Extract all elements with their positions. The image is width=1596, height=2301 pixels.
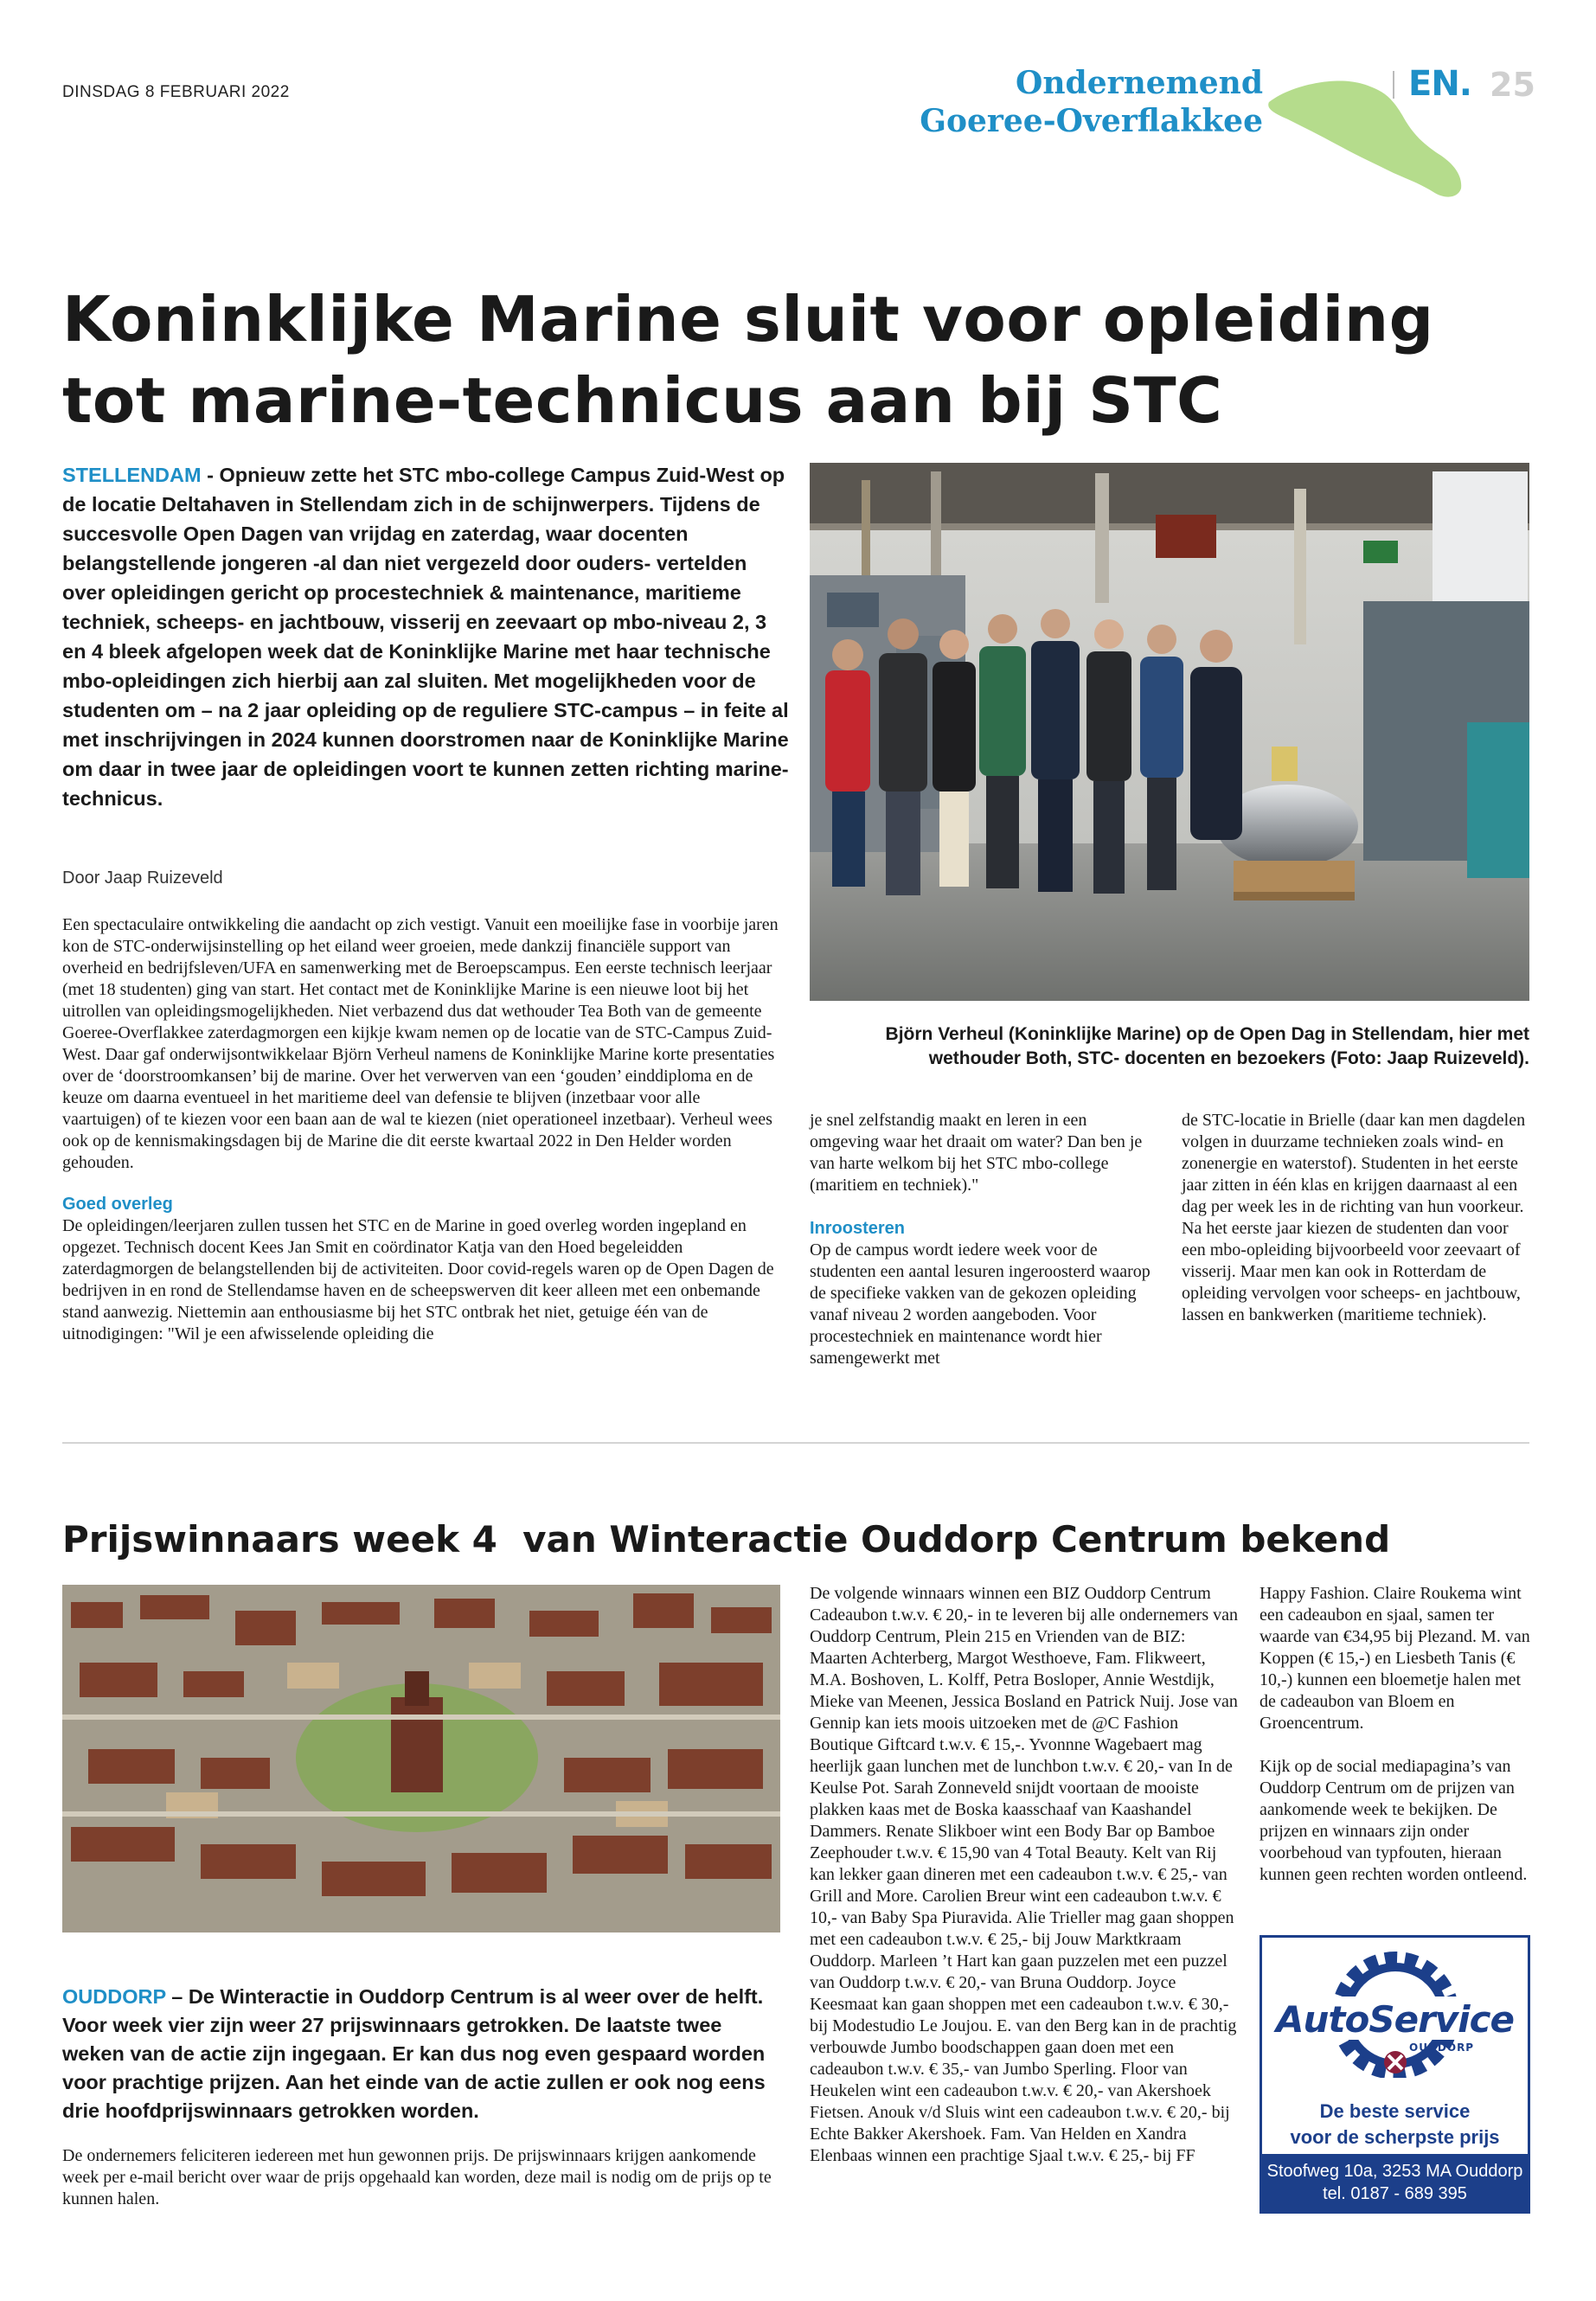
- ad-address-line1: Stoofweg 10a, 3253 MA Ouddorp: [1266, 2162, 1523, 2181]
- header-divider: [1393, 71, 1394, 99]
- article2-dateline: OUDDORP: [62, 1985, 166, 2008]
- newspaper-logo: EN.: [1408, 64, 1471, 104]
- article1-headline: [62, 279, 1533, 441]
- section-title-line1: Ondernemend: [1016, 65, 1263, 101]
- article1-paragraph: je snel zelfstandig maakt en leren in een omgeving waar het draait om water? Dan ben je van harte welkom bij het STC mbo-college (maritiem en techniek).": [810, 1111, 1143, 1195]
- article-separator: [62, 1442, 1529, 1444]
- article1-subhead-goed-overleg: Goed overleg: [62, 1195, 173, 1214]
- article2-paragraph: Kijk op de social mediapagina’s van Ouddorp Centrum om de prijzen van aankomende week te bekijken. De prijzen en winnaars zijn onder voorbehoud van typfouten, hieraan kunnen geen rechten worden ontleend.: [1259, 1757, 1528, 1884]
- article1-column1: [62, 914, 780, 1345]
- article2-paragraph: Happy Fashion. Claire Roukema wint een cadeaubon en sjaal, samen ter waarde van €34,95 bij Plezand. M. van Koppen (€ 15,-) en Liesbeth Tanis (€ 10,-) kunnen een bloemetje halen met de cadeaubon van Bloem en Groencentrum.: [1259, 1584, 1530, 1733]
- ad-slogan-line1: De beste service: [1319, 2100, 1471, 2122]
- caption-line2: wethouder Both, STC- docenten en bezoekers (Foto: Jaap Ruizeveld).: [928, 1048, 1529, 1068]
- article1-paragraph: Op de campus wordt iedere week voor de studenten een aantal lesuren ingeroosterd waarop de specifieke vakken van de gekozen opleiding vanaf niveau 2 worden aangeboden. Voor procestechniek en maintenance wordt hier samengewerkt met: [810, 1240, 1151, 1368]
- article2-aerial-photo: [62, 1585, 780, 1932]
- article1-paragraph: Een spectaculaire ontwikkeling die aandacht op zich vestigt. Vanuit een moeilijke fase in voorbije jaren kon de STC-onderwijsinstelling op het eiland weer groeien, mede dankzij financiële support van overheid en bedrijfsleven/UFA en samenwerking met de Beroepscampus. Een eerste technisch leerjaar (met 18 studenten) ging van start. Het contact met de Koninklijke Marine is een nieuwe loot bij het uitrollen van opleidingsmogelijkheden. Niet verbazend dus dat wethouder Tea Both van de gemeente Goeree-Overflakkee zaterdagmorgen een kijkje kwam nemen op de locatie van de STC-Campus Zuid-West. Daar gaf onderwijsontwikkelaar Björn Verheul namens de Koninklijke Marine korte presentaties over de ‘doorstroomkansen’ bij de marine. Over het verwerven van een ‘gouden’ einddiploma en de keuze om daarna eventueel in het maritieme deel van defensie te blijven (inzetbaar voor alle vaartuigen) of te kiezen voor een baan aan de wal te kiezen (niet operationeel inzetbaar). Verheul wees ook op de kennismakingsdagen bij de Marine die dit eerste kwartaal 2022 in Den Helder worden gehouden.: [62, 915, 779, 1172]
- page-number: 25: [1490, 66, 1535, 104]
- section-title: [920, 64, 1263, 140]
- article1-lead-text: - Opnieuw zette het STC mbo-college Campus Zuid-West op de locatie Deltahaven in Stellendam zich in de schijnwerpers. Tijdens de succesvolle Open Dagen van vrijdag en zaterdag, waar docenten belangstellende jongeren -al dan niet vergezeld door ouders- vertelden over opleidingen gericht op procestechniek & maintenance, maritieme techniek, scheeps- en jachtbouw, visserij en zeevaart op mbo-niveau 2, 3 en 4 bleek afgelopen week dat de Koninklijke Marine met haar technische mbo-opleidingen zich hierbij aan zal sluiten. Met mogelijkheden voor de studenten om – na 2 jaar opleiding op de reguliere STC-campus – in feite al met inschrijvingen in 2024 kunnen doorstromen naar de Koninklijke Marine om daar in twee jaar de opleidingen voort te kunnen zetten richting marine-technicus.: [62, 464, 789, 810]
- article1-paragraph: De opleidingen/leerjaren zullen tussen het STC en de Marine in goed overleg worden ingepland en opgezet. Technisch docent Kees Jan Smit en coördinator Katja van den Hoed begeleidden zaterdagmorgen de belangstellenden bij de activiteiten. Door covid-regels waren op de Open Dagen de bedrijven in en rond de Stellendamse haven en de scheepswerven dit keer alleen met een onbemande stand aanwezig. Niettemin aan enthousiasme bij het STC ontbrak het niet, getuige één van de uitnodigingen: "Wil je een afwisselende opleiding die: [62, 1216, 774, 1343]
- article1-column2: [810, 1110, 1156, 1369]
- article1-photo: [810, 463, 1529, 1001]
- article1-headline-line2: tot marine-technicus aan bij STC: [62, 364, 1223, 437]
- article1-paragraph: de STC-locatie in Brielle (daar kan men dagdelen volgen in duurzame technieken zoals wind- en zonenergie en waterstof). Studenten in het eerste jaar zitten in één klas en krijgen daarnaast al een dag per week les in de richting van hun voorkeur. Na het eerste jaar kiezen de studenten dan voor een mbo-opleiding bijvoorbeeld voor zeevaart of visserij. Maar men kan ook in Rotterdam de opleiding vervolgen voor scheeps- en jachtbouw, lassen en bankwerken (maritieme techniek).: [1182, 1111, 1526, 1324]
- article2-paragraph: De volgende winnaars winnen een BIZ Ouddorp Centrum Cadeaubon t.w.v. € 20,- in te leveren bij alle ondernemers van Ouddorp Centrum, Plein 215 en Vrienden van de BIZ: Maarten Achterberg, Margot Westhoeve, Fam. Flikweert, M.A. Boshoven, L. Kolff, Petra Bosloper, Annie Westdijk, Mieke van Meenen, Jessica Bosland en Patrick Nuij. Jose van Gennip kan iets moois uitzoeken met de @C Fashion Boutique Giftcard t.w.v. € 15,-. Yvonnne Wagebaert mag heerlijk gaan lunchen met de lunchbon t.w.v. € 20,- van In de Keulse Pot. Sarah Zonneveld snijdt voortaan de mooiste plakken kaas met de Boska kaasschaaf van Kaashandel Dammers. Renate Slikboer wint een Body Bar op Bamboe Zeephouder t.w.v. € 15,90 van 4 Total Beauty. Kelt van Rij kan lekker gaan dineren met een cadeaubon t.w.v. € 25,- van Grill and More. Carolien Breur wint een cadeaubon t.w.v. € 10,- van Baby Spa Piuravida. Alie Trieller mag gaan shoppen met een cadeaubon t.w.v. € 25,- bij Jouw Marktkraam Ouddorp. Marleen ’t Hart kan gaan puzzelen met een puzzel van Ouddorp t.w.v. € 20,- van Bruna Ouddorp. Joyce Keesmaat kan gaan shoppen met een cadeaubon t.w.v. € 30,- bij Modestudio Le Joujou. E. van den Berg kan in de prachtig verbouwde Jumbo boodschappen gaan doen met een cadeaubon t.w.v. € 35,- van Jumbo Sperling. Floor van Heukelen wint een cadeaubon t.w.v. € 20,- van Akershoek Fietsen. Anouk v/d Sluis wint een cadeaubon t.w.v. € 20,- bij Echte Bakker Akershoek. Fam. Van Helden en Xandra Elenbaas winnen een prachtige Sjaal t.w.v. € 25,- bij FF: [810, 1584, 1239, 2165]
- article2-column1: [62, 2145, 780, 2210]
- article2-column3: [1259, 1583, 1532, 1886]
- article1-byline: Door Jaap Ruizeveld: [62, 868, 223, 888]
- ad-phone: tel. 0187 - 689 395: [1323, 2184, 1467, 2203]
- article2-paragraph: De ondernemers feliciteren iedereen met hun gewonnen prijs. De prijswinnaars krijgen aankomende week per e-mail bericht over waar de prijs opgehaald kan worden, deze mail is nodig om de prijs op te kunnen halen.: [62, 2146, 772, 2208]
- article1-lead: [62, 460, 789, 813]
- caption-line1: Björn Verheul (Koninklijke Marine) op de Open Dag in Stellendam, hier met: [885, 1024, 1529, 1044]
- ad-slogan: [1262, 2099, 1528, 2150]
- article2-lead: [62, 1983, 789, 2125]
- autoservice-advertisement: [1259, 1935, 1530, 2214]
- article1-column3: [1182, 1110, 1528, 1326]
- ad-brand-location: OUDDORP: [1409, 2041, 1475, 2054]
- article2-column2: [810, 1583, 1242, 2167]
- article1-headline-line1: Koninklijke Marine sluit voor opleiding: [62, 283, 1434, 356]
- ad-address-bar: [1262, 2154, 1528, 2211]
- article1-subhead-inroosteren: Inroosteren: [810, 1219, 906, 1238]
- article2-lead-text: – De Winteractie in Ouddorp Centrum is al weer over de helft. Voor week vier zijn weer 27 prijswinnaars getrokken. De laatste twee weken van de actie zijn ingegaan. Er kan dus nog even gespaard worden voor prachtige prijzen. Aan het einde van de actie zullen er ook nog eens drie hoofdprijswinnaars getrokken worden.: [62, 1985, 766, 2122]
- article1-photo-caption: [810, 1022, 1529, 1071]
- ad-slogan-line2: voor de scherpste prijs: [1290, 2126, 1500, 2148]
- ad-brand-name: AutoService: [1276, 1998, 1514, 2041]
- article2-headline: Prijswinnaars week 4 van Winteractie Ouddorp Centrum bekend: [62, 1518, 1391, 1561]
- issue-date: DINSDAG 8 FEBRUARI 2022: [62, 83, 290, 101]
- section-title-line2: Goeree-Overflakkee: [920, 103, 1263, 139]
- article1-dateline: STELLENDAM: [62, 464, 202, 486]
